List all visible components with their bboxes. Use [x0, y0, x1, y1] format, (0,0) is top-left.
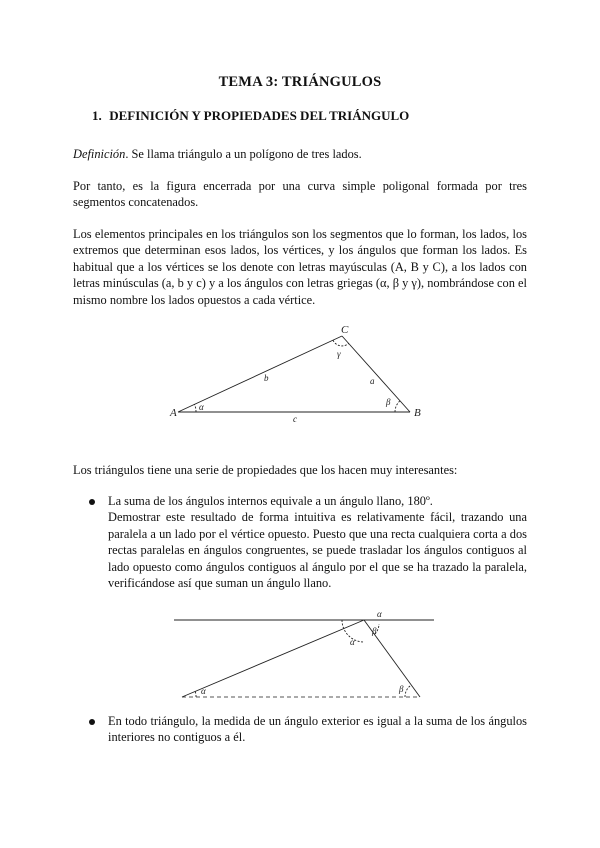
side-b-line [178, 336, 342, 412]
top-alpha-label: α [377, 609, 382, 619]
page-title: TEMA 3: TRIÁNGULOS [218, 74, 382, 90]
left-side-line [182, 620, 364, 697]
angle-arc-bottom-right [405, 686, 410, 697]
definition-text: . Se llama triángulo a un polígono de tres lados. [125, 147, 362, 161]
side-c-label: c [293, 414, 297, 424]
vertex-c-label: C [341, 324, 349, 336]
definition-term: Definición [73, 147, 126, 161]
paragraph-propiedades: Los triángulos tiene una serie de propiedades que los hacen muy interesantes: [73, 463, 458, 477]
angle-beta-label: β [386, 397, 391, 407]
angle-gamma-label: γ [337, 349, 341, 359]
angle-beta-arc [395, 401, 400, 412]
angle-arc-right [375, 624, 379, 634]
section-title: DEFINICIÓN Y PROPIEDADES DEL TRIÁNGULO [109, 108, 410, 123]
paragraph-elementos: Los elementos principales en los triángulos son los segmentos que lo forman, los lados, los extremos que determinan esos lados, los vértices, y los ángulos que forman los lados. Es habitual que a los vértices se los denote con letras mayúsculas (A, B y C), a los lados con letras minúsculas (a, b y c) y a los ángulos con letras griegas (α, β y γ), nombrándose con el mismo nombre los lados opuestos a cada vértice. [73, 227, 527, 307]
bullet-1-dot [89, 499, 95, 505]
bullet-1-lead: La suma de los ángulos internos equivale a un ángulo llano, 180º. [108, 494, 433, 508]
bullet-2: En todo triángulo, la medida de un ángulo exterior es igual a la suma de los ángulos interiores no contiguos a él. [108, 714, 527, 745]
bullet-1-body: Demostrar este resultado de forma intuitiva es relativamente fácil, trazando una paralela a un lado por el vértice opuesto. Puesto que una recta cualquiera corta a dos rectas paralelas en ángulos congruentes, se puede trasladar los ángulos contiguos al lado opuesto como ángulos contiguos al ángulo por el que se ha trazado la paralela, verificándose así que suman un ángulo llano. [108, 510, 527, 591]
section-number: 1. [92, 108, 102, 123]
bullet-2-dot [89, 719, 95, 725]
side-a-label: a [370, 376, 375, 386]
angle-alpha-label: α [199, 402, 204, 412]
mid-alpha-label: α [350, 637, 355, 647]
definition-paragraph [73, 146, 527, 162]
section-heading [92, 108, 409, 124]
vertex-b-label: B [414, 407, 421, 419]
top-beta-label: β [372, 626, 377, 636]
bottom-beta-label: β [399, 684, 404, 694]
side-b-label: b [264, 373, 269, 383]
angle-gamma-arc [333, 340, 349, 346]
bottom-alpha-label: α [201, 686, 206, 696]
paragraph-por-tanto: Por tanto, es la figura encerrada por una curva simple poligonal formada por tres segmentos concatenados. [73, 179, 527, 210]
right-side-line [364, 620, 420, 697]
vertex-a-label: A [170, 407, 177, 419]
angle-arc-bottom-left [195, 691, 196, 697]
side-a-line [342, 336, 410, 412]
angle-arc-left [342, 620, 364, 642]
bullet-1 [108, 493, 527, 591]
angle-alpha-arc [195, 405, 197, 413]
